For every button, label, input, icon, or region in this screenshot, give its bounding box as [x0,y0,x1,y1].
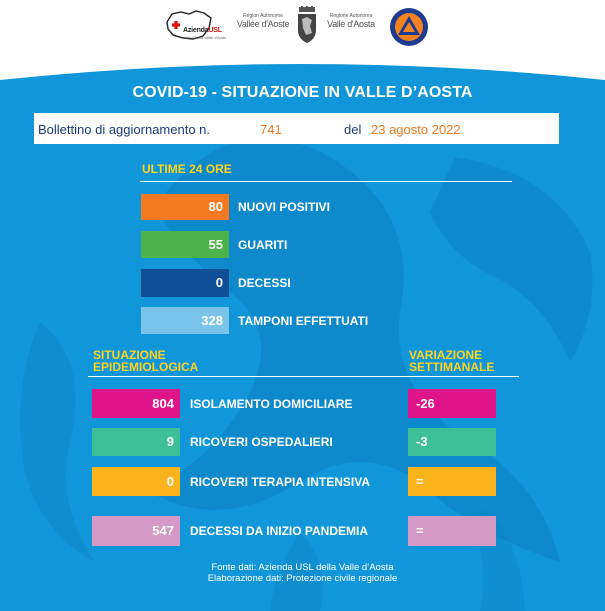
bulletin-number: 741 [260,122,282,137]
footer-source: Fonte dati: Azienda USL della Valle d’Aosta [211,562,394,573]
usl-logo [163,8,227,44]
region-left-big: Vallée d'Aoste [236,19,290,29]
usl-logo-text: AziendaUSL [183,27,222,34]
footer-elaboration: Elaborazione dati: Protezione civile regionale [207,573,398,584]
epi-variation-intensive-care: = [408,467,496,496]
epi-value-intensive-care: 0 [92,467,180,496]
stat-value-recovered: 55 [141,231,229,258]
divider-last24h [140,181,512,182]
region-right-big: Valle d'Aosta [327,19,375,29]
epi-variation-hospitalized: -3 [408,428,496,456]
region-logo-left [234,13,292,29]
divider-epidemiological [88,376,519,377]
region-logo-right [322,13,380,29]
stat-label-recovered: GUARITI [238,238,288,252]
epi-value-home-isolation: 804 [92,389,180,418]
epi-label-home-isolation: ISOLAMENTO DOMICILIARE [190,397,353,411]
footer-credits [0,562,605,584]
region-right-small: Regione Autonoma [329,13,373,19]
page-title: COVID-19 - SITUAZIONE IN VALLE D’AOSTA [132,84,473,101]
usl-logo-subtitle: Valle d'Aosta Vallée d'Aoste [183,36,227,40]
epi-label-hospitalized: RICOVERI OSPEDALIERI [190,435,333,449]
bulletin-bar [34,113,559,144]
epi-label-intensive-care: RICOVERI TERAPIA INTENSIVA [190,475,371,489]
stat-value-deaths: 0 [141,269,229,297]
epi-variation-home-isolation: -26 [408,389,496,418]
epi-value-total-deaths: 547 [92,516,180,546]
region-crest-icon [296,6,318,44]
region-left-small: Région Autonome [243,13,283,19]
civil-protection-icon [389,7,429,47]
stat-label-deaths: DECESSI [238,276,291,290]
bulletin-date: 23 agosto 2022 [371,122,461,137]
stat-value-tests: 328 [141,307,229,334]
stat-value-new-positives: 80 [141,194,229,220]
logo-header [0,0,605,62]
section-title-epidemiological: SITUAZIONE EPIDEMIOLOGICA [93,348,199,374]
epi-variation-total-deaths: = [408,516,496,546]
bulletin-label: Bollettino di aggiornamento n. [38,122,211,137]
stat-label-tests: TAMPONI EFFETTUATI [238,314,369,328]
epi-label-total-deaths: DECESSI DA INIZIO PANDEMIA [190,524,369,538]
section-title-last24h: ULTIME 24 ORE [142,162,232,176]
epi-value-hospitalized: 9 [92,428,180,456]
section-title-weekly-variation: VARIAZIONE SETTIMANALE [409,348,495,374]
bulletin-del-label: del [344,122,362,137]
stat-label-new-positives: NUOVI POSITIVI [238,200,331,214]
